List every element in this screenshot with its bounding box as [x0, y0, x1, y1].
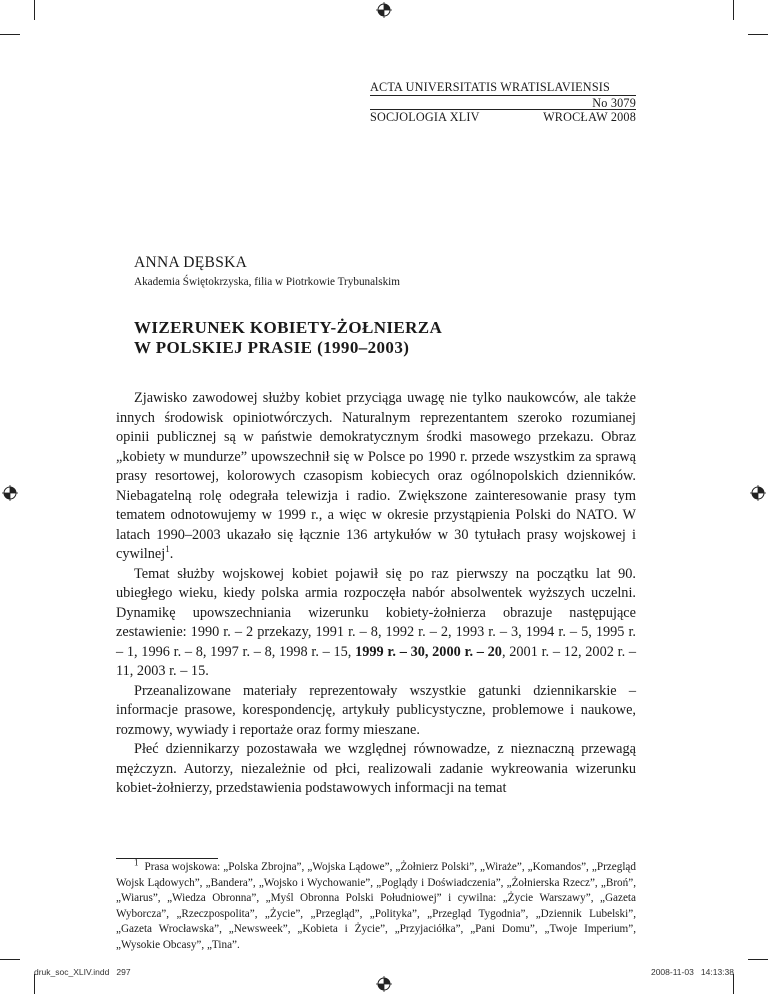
paragraph: [116, 565, 636, 682]
footnote-rule: [116, 858, 218, 859]
article-title: [134, 318, 442, 358]
registration-mark-icon: [376, 2, 392, 18]
crop-mark-icon: [0, 959, 20, 960]
registration-mark-icon: [750, 485, 766, 501]
author-affiliation: Akademia Świętokrzyska, filia w Piotrkowie Trybunalskim: [134, 276, 400, 288]
journal-header: [370, 80, 636, 125]
footnote-mark: 1: [134, 857, 139, 868]
paragraph-text: .: [169, 546, 174, 562]
crop-mark-icon: [0, 34, 20, 35]
journal-number: No 3079: [592, 96, 636, 110]
registration-mark-icon: [376, 976, 392, 992]
paragraph: [116, 389, 636, 565]
registration-mark-icon: [2, 485, 18, 501]
footnote-reference: 1: [165, 544, 170, 555]
footnote-text: Prasa wojskowa: „Polska Zbrojna”, „Wojska Lądowe”, „Żołnierz Polski”, „Wiraże”, „Komandos”, „Przegląd Wojsk Lądowych”, „Bandera”, „Wojsko i Wychowanie”, „Poglądy i Doświadczenia”, „Żołnierska Rzecz”, „Broń”, „Wiarus”, „Wiedza Obronna”, „Myśl Obronna Polski Południowej” i cywilna: „Życie Warszawy”, „Gazeta Wyborcza”, „Rzeczpospolita”, „Życie”, „Przegląd”, „Polityka”, „Przegląd Tygodnia”, „Dziennik Lubelski”, „Gazeta Wrocławska”, „Newsweek”, „Kobieta i Życie”, „Przyjaciółka”, „Pani Domu”, „Twoje Imperium”, „Wysokie Obcasy”, „Tina”.: [116, 861, 636, 951]
crop-mark-icon: [733, 0, 734, 20]
paragraph: Przeanalizowane materiały reprezentowały wszystkie gatunki dziennikarskie – informacje prasowe, korespondencję, artykuły publicystyczne, problemowe i naukowe, rozmowy, wywiady i reportaże oraz formy mieszane.: [116, 682, 636, 738]
paragraph: Płeć dziennikarzy pozostawała we względnej równowadze, z nieznaczną przewagą mężczyzn. Autorzy, niezależnie od płci, realizowali zadanie wykreowania wizerunku kobiet-żołnierzy, przedstawienia podstawowych informacji na temat: [116, 741, 636, 796]
slug-timestamp: 2008-11-03 14:13:38: [650, 967, 734, 977]
journal-volume-row: [370, 110, 636, 125]
paragraph-text: Zjawisko zawodowej służby kobiet przyciąga uwagę nie tylko naukowców, ale także innych środowisk opiniotwórczych. Naturalnym reprezentantem szeroko rozumianej opinii publicznej są w państwie demokratycznym środki masowego przekazu. Obraz „kobiety w mundurze” upowszechnił się w Polsce po 1990 r. przede wszystkim za sprawą prasy resortowej, kolorowych czasopism kobiecych oraz ogólnopolskich dzienników. Niebagatelną rolę odegrała telewizja i radio. Zwiększone zainteresowanie prasy tym tematem odnotowujemy w 1999 r., a więc w okresie przystąpienia Polski do NATO. W latach 1990–2003 ukazało się łącznie 136 artykułów w 30 tytułach prasy wojskowej i cywilnej: [116, 390, 636, 562]
paragraph-text: , 2001 r. – 12, 2002 r. – 11, 2003 r. – 15.: [116, 643, 637, 679]
article-title-line: W POLSKIEJ PRASIE (1990–2003): [134, 338, 410, 357]
crop-mark-icon: [748, 959, 768, 960]
article-title-line: WIZERUNEK KOBIETY-ŻOŁNIERZA: [134, 318, 443, 337]
journal-place-year: WROCŁAW 2008: [543, 110, 636, 124]
paragraph-text: Temat służby wojskowej kobiet pojawił się po raz pierwszy na początku lat 90. ubiegłego wieku, kiedy polska armia rozpoczęła nabór absolwentek wyższych uczelni. Dynamikę upowszechniania wizerunku kobiety-żołnierza obrazuje następujące zestawienie: 1990 r. – 2 przekazy, 1991 r. – 8, 1992 r. – 2, 1993 r. – 3, 1994 r. – 5, 1995 r. – 1, 1996 r. – 8, 1997 r. – 8, 1998 r. – 15,: [116, 565, 636, 660]
journal-volume: SOCJOLOGIA XLIV: [370, 110, 480, 124]
footnote: [116, 857, 636, 953]
journal-series-text: ACTA UNIVERSITATIS WRATISLAVIENSIS: [370, 80, 611, 94]
crop-mark-icon: [34, 974, 35, 994]
crop-mark-icon: [34, 0, 35, 20]
crop-mark-icon: [733, 974, 734, 994]
paragraph-bold-text: 1999 r. – 30, 2000 r. – 20: [355, 643, 502, 660]
journal-series: [370, 80, 636, 95]
article-body: [116, 389, 636, 799]
slug-file: druk_soc_XLIV.indd 297: [34, 967, 131, 977]
crop-mark-icon: [748, 34, 768, 35]
author-name: ANNA DĘBSKA: [134, 254, 248, 271]
